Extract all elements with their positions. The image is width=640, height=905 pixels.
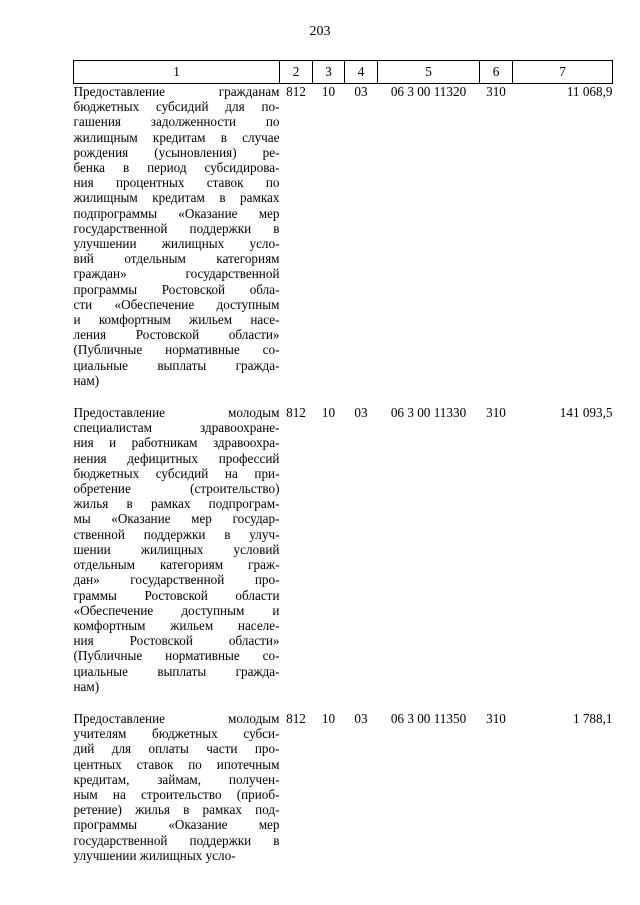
description-line: улучшении жилищных усло- — [73, 847, 236, 863]
ministry-code: 812 — [286, 84, 306, 99]
subsection-code: 03 — [354, 710, 368, 726]
description-line: ным на строительство (приоб- — [73, 786, 280, 802]
amount-value: 11 068,9 — [566, 84, 613, 99]
description-line: ретение) жилья в рамках под- — [73, 802, 280, 818]
description-line: мы «Оказание мер государ- — [73, 511, 280, 527]
header-cell: 2 — [280, 61, 313, 84]
row-spacer — [74, 388, 613, 405]
description-line: Предоставление молодым — [73, 405, 280, 421]
description-line: (Публичные нормативные со- — [73, 342, 280, 358]
expense-type-code: 310 — [486, 84, 506, 99]
row-spacer — [74, 694, 613, 711]
table-row — [74, 84, 613, 389]
description-line: дий для оплаты части про- — [73, 741, 280, 757]
row-description — [74, 405, 280, 694]
ministry-code: 812 — [286, 710, 306, 726]
description-line: нам) — [73, 372, 100, 388]
description-line: бюджетных субсидий на при- — [73, 465, 280, 481]
description-line: учителям бюджетных субси- — [73, 726, 280, 742]
subsection-code: 03 — [354, 84, 368, 99]
amount-value: 141 093,5 — [559, 405, 613, 421]
page-number: 203 — [309, 24, 331, 39]
description-line: специалистам здравоохране- — [73, 420, 280, 436]
description-line: дан» государственной про- — [73, 572, 280, 588]
description-line: гашения задолженности по — [73, 114, 280, 130]
table-body — [74, 84, 613, 863]
description-line: обретение (строительство) — [73, 481, 280, 497]
description-line: граммы Ростовской области — [73, 587, 280, 603]
budget-table — [73, 60, 613, 863]
description-line: жилья в рамках подпрограм- — [73, 496, 280, 512]
section-code: 10 — [321, 405, 336, 421]
header-row — [74, 61, 613, 84]
description-line: ления Ростовской области» — [73, 327, 280, 343]
header-cell: 7 — [513, 61, 613, 84]
ministry-code: 812 — [286, 405, 306, 421]
description-line: комфортным жильем населе- — [73, 617, 280, 633]
description-line: нам) — [73, 678, 100, 694]
description-line: ния процентных ставок по — [73, 175, 280, 191]
table-row — [74, 711, 613, 863]
description-line: шении жилищных условий — [73, 541, 280, 557]
description-line: центных ставок по ипотечным — [73, 756, 280, 772]
description-line: программы Ростовской обла- — [73, 281, 280, 297]
description-line: циальные выплаты гражда- — [73, 357, 280, 373]
row-description — [74, 711, 280, 863]
description-line: программы «Оказание мер — [73, 817, 280, 833]
section-code: 10 — [321, 84, 336, 99]
expense-type-code: 310 — [486, 405, 506, 421]
description-line: нения дефицитных профессий — [73, 450, 280, 466]
description-line: ственной поддержки в улуч- — [73, 526, 280, 542]
description-line: государственной поддержки в — [73, 220, 280, 236]
expense-type-code: 310 — [486, 710, 506, 726]
description-line: рождения (усыновления) ре- — [73, 144, 280, 160]
target-article-code: 06 3 00 11350 — [390, 710, 467, 726]
description-line: ния Ростовской области» — [73, 633, 280, 649]
description-line: жилищным кредитам в случае — [73, 129, 280, 145]
description-line: ния и работникам здравоохра- — [73, 435, 280, 451]
description-line: улучшении жилищных усло- — [73, 236, 280, 252]
header-cell: 4 — [345, 61, 378, 84]
description-line: граждан» государственной — [73, 266, 280, 282]
header-cell: 5 — [378, 61, 480, 84]
header-cell: 6 — [480, 61, 513, 84]
description-line: и комфортным жильем насе- — [73, 312, 280, 328]
description-line: вий отдельным категориям — [73, 251, 280, 267]
description-line: сти «Обеспечение доступным — [73, 296, 280, 312]
description-line: (Публичные нормативные со- — [73, 648, 280, 664]
description-line: отдельным категориям граж- — [73, 557, 280, 573]
section-code: 10 — [321, 710, 336, 726]
description-line: циальные выплаты гражда- — [73, 663, 280, 679]
target-article-code: 06 3 00 11330 — [390, 405, 467, 421]
amount-value: 1 788,1 — [572, 710, 613, 726]
subsection-code: 03 — [354, 405, 368, 421]
description-line: «Обеспечение доступным и — [73, 602, 280, 618]
description-line: Предоставление молодым — [73, 710, 280, 726]
description-line: подпрограммы «Оказание мер — [73, 205, 280, 221]
description-line: кредитам, займам, получен- — [73, 771, 280, 787]
description-line: бенка в период субсидирова- — [73, 160, 280, 176]
description-line: жилищным кредитам в рамках — [73, 190, 280, 206]
header-cell: 1 — [74, 61, 280, 84]
description-line: Предоставление гражданам — [73, 84, 280, 99]
header-cell: 3 — [313, 61, 345, 84]
description-line: бюджетных субсидий для по- — [73, 99, 280, 115]
table-row — [74, 405, 613, 694]
target-article-code: 06 3 00 11320 — [390, 84, 467, 99]
row-description — [74, 84, 280, 389]
description-line: государственной поддержки в — [73, 832, 280, 848]
